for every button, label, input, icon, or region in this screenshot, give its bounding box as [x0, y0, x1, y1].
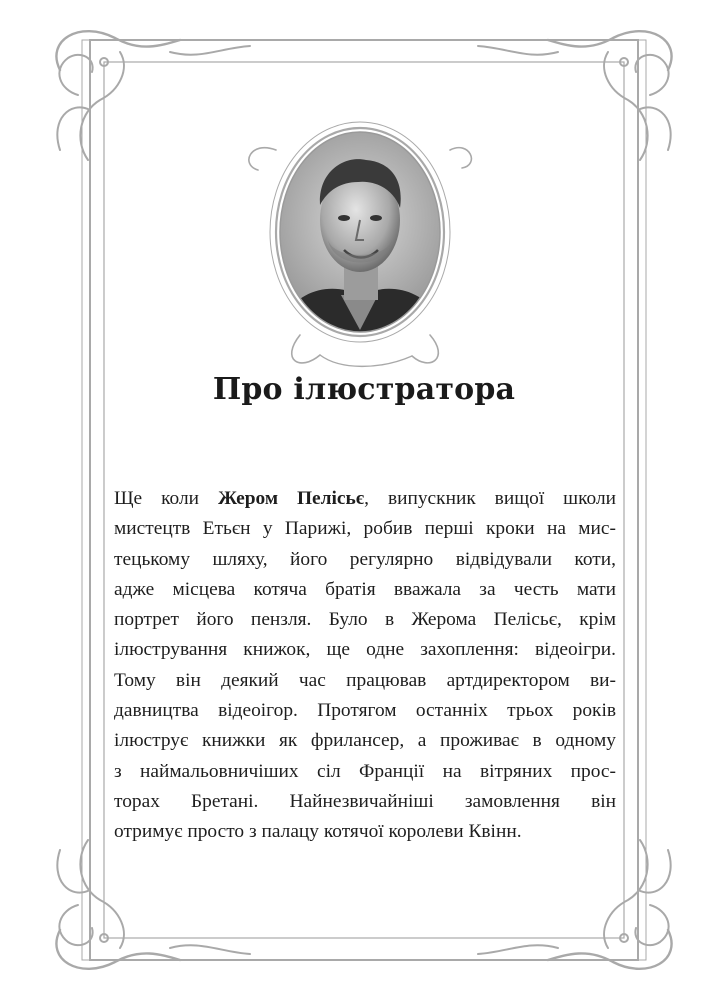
bio-text: Ще коли — [114, 488, 218, 509]
corner-flourish-top-left — [56, 31, 250, 160]
bio-text: адже місцева котяча братія вважала за честь мати — [114, 578, 616, 600]
bio-text: тецькому шляху, його регулярно відвідували коти, — [114, 548, 616, 570]
bio-text: мистецтв Етьєн у Парижі, робив перші кроки на мис- — [114, 518, 616, 540]
bio-line — [114, 545, 616, 575]
bio-line — [114, 726, 616, 756]
bio-text: портрет його пензля. Було в Жерома Пелісьє, крім — [114, 609, 616, 631]
bio-line — [114, 484, 616, 514]
bio-line — [114, 635, 616, 665]
page-title: Про ілюстратора — [212, 372, 516, 407]
bio-text: ілюстрування книжок, ще одне захоплення: відеоігри. — [114, 639, 616, 661]
bio-line — [114, 514, 616, 544]
bio-paragraph — [114, 484, 616, 848]
illustrator-name: Жером Пелісьє — [217, 488, 365, 509]
bio-line — [114, 605, 616, 635]
bio-text: ілюструє книжки як фрилансер, а проживає в одному — [114, 730, 616, 752]
bio-text: з наймальовничіших сіл Франції на вітряних прос- — [114, 760, 616, 782]
bio-text: , випускник вищої школи — [364, 488, 616, 509]
corner-flourish-top-right — [478, 31, 672, 160]
bio-line — [114, 575, 616, 605]
bio-line — [114, 787, 616, 817]
corner-flourish-bottom-left — [56, 840, 250, 969]
bio-line — [114, 757, 616, 787]
bio-line — [114, 696, 616, 726]
bio-text: торах Бретані. Найнезвичайніші замовлення він — [114, 790, 616, 812]
bio-text: Тому він деякий час працював артдиректором ви- — [114, 669, 616, 691]
bio-line — [114, 817, 616, 847]
bio-text: отримує просто з палацу котячої королеви Квінн. — [114, 821, 522, 843]
illustrator-portrait — [246, 120, 476, 370]
corner-flourish-bottom-right — [478, 840, 672, 969]
bio-text: давництва відеоігор. Протягом останніх трьох років — [114, 700, 616, 722]
bio-line — [114, 666, 616, 696]
